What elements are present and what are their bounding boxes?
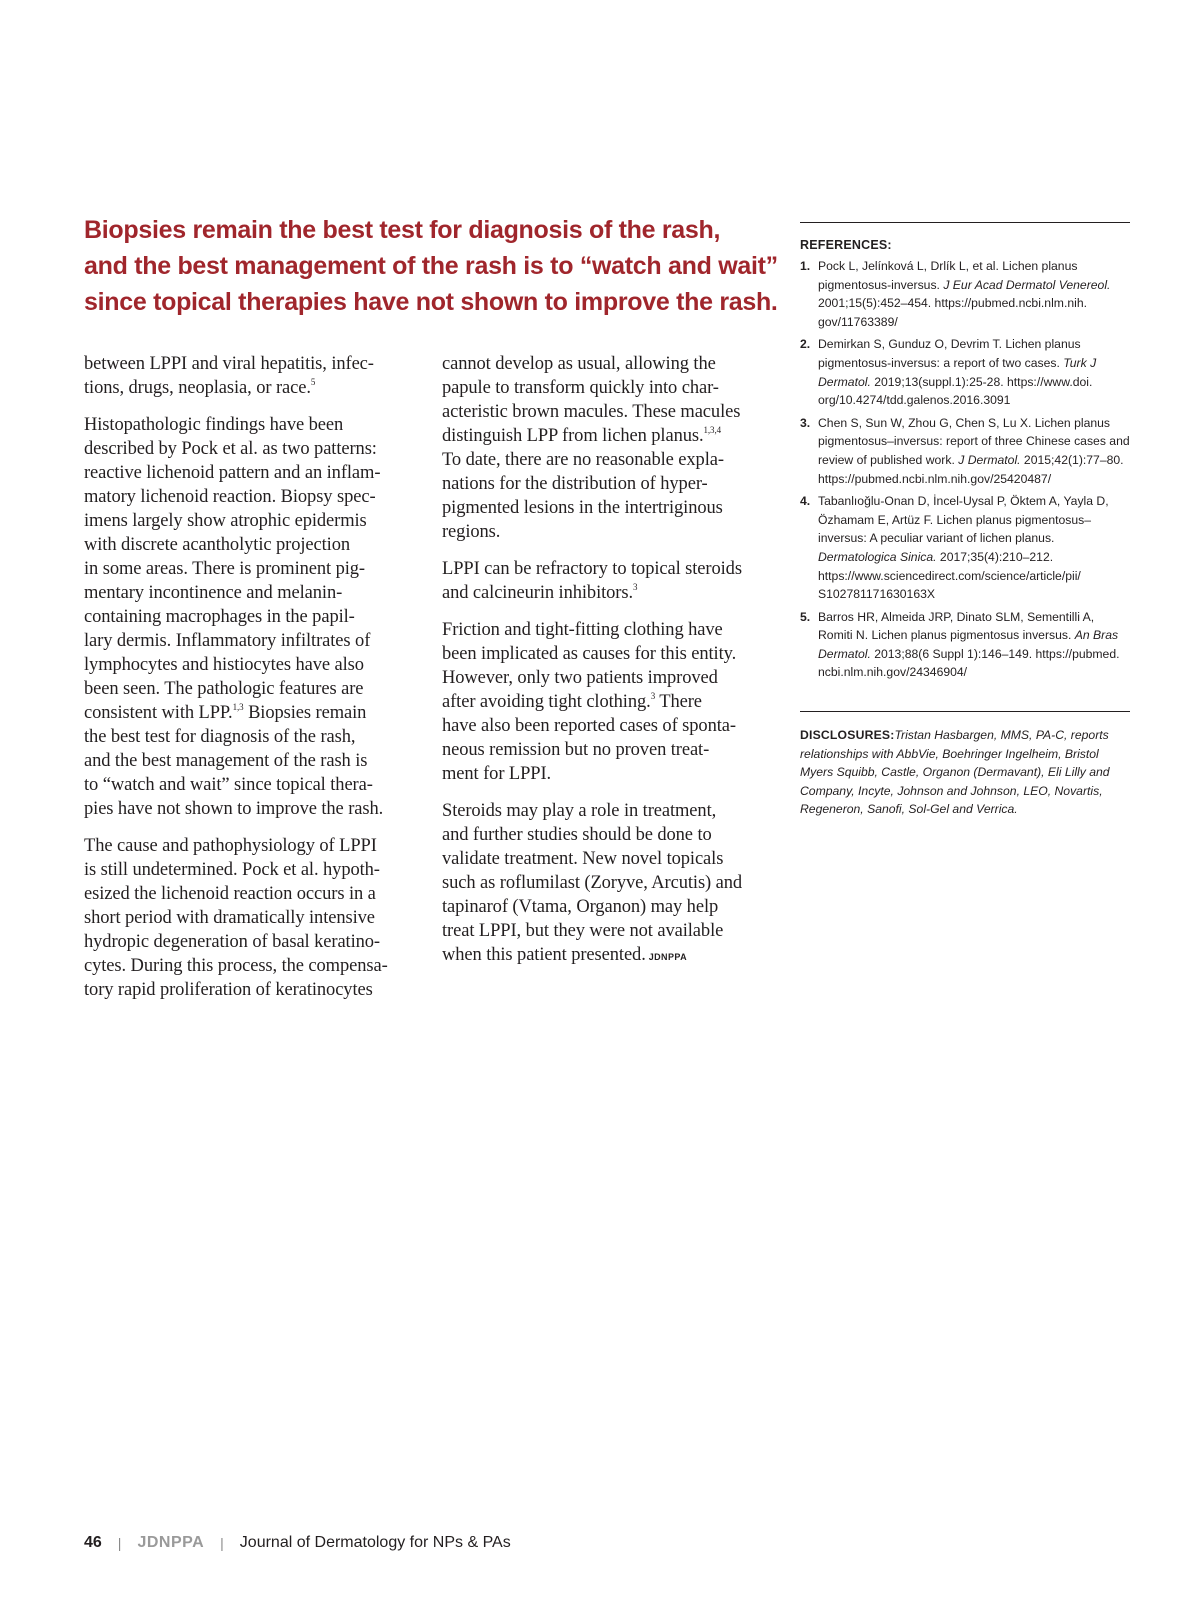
text-line: Regeneron, Sanofi, Sol-Gel and Verrica. (800, 802, 1018, 817)
text-line: Barros HR, Almeida JRP, Dinato SLM, Sementilli A, (818, 609, 1095, 624)
text-line: and the best management of the rash is (84, 751, 368, 771)
references-divider (800, 222, 1130, 223)
reference-link[interactable]: ncbi.nlm.nih.gov/24346904/ (818, 665, 968, 680)
text-line (84, 376, 416, 400)
text-line: lymphocytes and histiocytes have also (84, 655, 364, 675)
pull-quote-line: since topical therapies have not shown to improve the rash. (84, 288, 778, 316)
text-line: The cause and pathophysiology of LPPI (84, 836, 377, 856)
footer-separator: | (220, 1535, 224, 1551)
text-line: in some areas. There is prominent pig- (84, 559, 365, 579)
reference-item (800, 414, 1132, 488)
citation-superscript: 3 (632, 582, 638, 592)
body-paragraph (442, 618, 774, 786)
citation-superscript: 1,3 (232, 702, 244, 712)
text-run: 2019;13(suppl.1):25-28. https://www.doi. (870, 374, 1093, 389)
text-line: However, only two patients improved (442, 668, 718, 688)
text-line: between LPPI and viral hepatitis, infec- (84, 354, 374, 374)
citation-superscript: 1,3,4 (703, 425, 722, 435)
footer-separator: | (117, 1535, 122, 1551)
journal-abbreviation: JDNPPA (137, 1534, 205, 1551)
page-footer (84, 1534, 511, 1552)
text-run: Biopsies remain (243, 703, 367, 723)
journal-signoff: JDNPPA (648, 952, 687, 962)
reference-link[interactable]: https://pubmed.ncbi.nlm.nih.gov/25420487/ (818, 471, 1052, 486)
disclosures-divider (800, 711, 1130, 712)
disclosures-section (800, 726, 1132, 819)
text-run: 2015;42(1):77–80. (1020, 452, 1124, 467)
text-line: cytes. During this process, the compensa- (84, 956, 388, 976)
reference-number: 1. (800, 259, 811, 273)
text-line: short period with dramatically intensive (84, 908, 375, 928)
text-line: regions. (442, 522, 501, 542)
text-run: Romiti N. Lichen planus pigmentosus inversus. (818, 628, 1075, 643)
text-run: pigmentosus-inversus: a report of two cases. (818, 355, 1064, 370)
journal-name: Turk J (1063, 355, 1097, 370)
reference-number: 5. (800, 609, 811, 624)
text-line (442, 943, 774, 969)
reference-link[interactable]: org/10.4274/tdd.galenos.2016.3091 (818, 393, 1011, 408)
text-line (442, 581, 774, 605)
text-line: Pock L, Jelínková L, Drlík L, et al. Lichen planus (818, 259, 1078, 273)
text-line: the best test for diagnosis of the rash, (84, 727, 356, 747)
text-line: imens largely show atrophic epidermis (84, 511, 367, 531)
text-line: Özhamam E, Artüz F. Lichen planus pigmentosus– (818, 512, 1092, 527)
text-line: LPPI can be refractory to topical steroids (442, 559, 742, 579)
reference-item (800, 492, 1132, 604)
text-line: nations for the distribution of hyper- (442, 474, 708, 494)
reference-number: 4. (800, 494, 811, 509)
text-line: matory lichenoid reaction. Biopsy spec- (84, 487, 376, 507)
text-line: cannot develop as usual, allowing the (442, 354, 716, 374)
text-line: pies have not shown to improve the rash. (84, 799, 384, 819)
text-line: pigmentosus–inversus: report of three Chinese cases and (818, 434, 1130, 449)
text-line (442, 424, 774, 448)
text-line: mentary incontinence and melanin- (84, 583, 343, 603)
text-run: distinguish LPP from lichen planus. (442, 426, 704, 446)
journal-name: Dermatologica Sinica. (818, 549, 937, 564)
text-line: tapinarof (Vtama, Organon) may help (442, 897, 719, 917)
text-line: have also been reported cases of sponta- (442, 716, 736, 736)
journal-name: J Eur Acad Dermatol Venereol. (943, 277, 1111, 292)
reference-link[interactable]: https://www.sciencedirect.com/science/article/pii/ (818, 568, 1081, 583)
pull-quote (84, 212, 778, 320)
body-column-middle (442, 352, 774, 982)
pull-quote-line: Biopsies remain the best test for diagnosis of the rash, (84, 216, 721, 244)
text-line: Tabanlıoğlu-Onan D, İncel-Uysal P, Öktem A, Yayla D, (818, 494, 1109, 509)
text-run: consistent with LPP. (84, 703, 233, 723)
text-line (818, 626, 1132, 645)
reference-item (800, 608, 1132, 682)
text-run: after avoiding tight clothing. (442, 692, 651, 712)
reference-link[interactable]: gov/11763389/ (818, 314, 898, 329)
reference-item (800, 335, 1132, 409)
text-line: containing macrophages in the papil- (84, 607, 355, 627)
body-paragraph (84, 413, 416, 821)
text-line: esized the lichenoid reaction occurs in a (84, 884, 376, 904)
text-line: been seen. The pathologic features are (84, 679, 364, 699)
references-section (800, 238, 1132, 686)
body-paragraph (84, 834, 416, 1002)
body-paragraph (442, 557, 774, 605)
citation-superscript: 3 (650, 691, 656, 701)
text-line: relationships with AbbVie, Boehringer Ingelheim, Bristol (800, 746, 1099, 761)
text-line: hydropic degeneration of basal keratino- (84, 932, 380, 952)
reference-link[interactable] (818, 645, 1132, 664)
text-run: and calcineurin inhibitors. (442, 583, 633, 603)
text-run: 2013;88(6 Suppl 1):146–149. https://pubmed. (870, 646, 1120, 661)
text-line: tory rapid proliferation of keratinocytes (84, 980, 373, 1000)
body-paragraph (442, 352, 774, 544)
text-line: treat LPPI, but they were not available (442, 921, 724, 941)
text-line: with discrete acantholytic projection (84, 535, 350, 555)
text-line: Myers Squibb, Castle, Organon (Dermavant), Eli Lilly and (800, 765, 1110, 780)
text-line: To date, there are no reasonable expla- (442, 450, 724, 470)
text-line: and further studies should be done to (442, 825, 712, 845)
text-line: neous remission but no proven treat- (442, 740, 710, 760)
references-heading: REFERENCES: (800, 238, 892, 252)
text-run: when this patient presented. (442, 945, 646, 965)
text-line: Chen S, Sun W, Zhou G, Chen S, Lu X. Lichen planus (818, 415, 1110, 430)
text-line: acteristic brown macules. These macules (442, 402, 741, 422)
text-line: pigmented lesions in the intertriginous (442, 498, 723, 518)
text-line: to “watch and wait” since topical thera- (84, 775, 373, 795)
text-line: reactive lichenoid pattern and an inflam- (84, 463, 381, 483)
reference-link[interactable] (818, 373, 1132, 392)
text-run: tions, drugs, neoplasia, or race. (84, 378, 311, 398)
journal-name: Dermatol. (818, 646, 871, 661)
text-run: There (655, 692, 702, 712)
text-line: been implicated as causes for this entity. (442, 644, 737, 664)
text-line: Demirkan S, Gunduz O, Devrim T. Lichen planus (818, 337, 1081, 352)
text-line (818, 354, 1132, 373)
text-line: Company, Incyte, Johnson and Johnson, LEO, Novartis, (800, 783, 1103, 798)
text-line: is still undetermined. Pock et al. hypoth- (84, 860, 380, 880)
journal-name: Dermatol. (818, 374, 871, 389)
text-line (818, 276, 1132, 295)
page-number: 46 (84, 1534, 102, 1551)
text-line: Friction and tight-fitting clothing have (442, 620, 723, 640)
text-line: ment for LPPI. (442, 764, 552, 784)
text-line (818, 548, 1132, 567)
reference-number: 2. (800, 337, 811, 352)
text-line (818, 451, 1132, 470)
text-line: such as roflumilast (Zoryve, Arcutis) and (442, 873, 743, 893)
journal-name: J Dermatol. (958, 452, 1021, 467)
body-paragraph (84, 352, 416, 400)
pull-quote-line: and the best management of the rash is to “watch and wait” (84, 252, 778, 280)
text-line: Steroids may play a role in treatment, (442, 801, 717, 821)
text-run: 2017;35(4):210–212. (936, 549, 1054, 564)
disclosures-label: DISCLOSURES: (800, 728, 895, 742)
text-line: described by Pock et al. as two patterns: (84, 439, 377, 459)
journal-title: Journal of Dermatology for NPs & PAs (239, 1534, 511, 1551)
reference-number: 3. (800, 415, 811, 430)
text-run: pigmentosus-inversus. (818, 277, 944, 292)
text-run: Tristan Hasbargen, MMS, PA-C, reports (894, 728, 1109, 742)
text-line (84, 701, 416, 725)
body-column-left (84, 352, 416, 1015)
text-line (442, 690, 774, 714)
reference-link[interactable]: 2001;15(5):452–454. https://pubmed.ncbi.nlm.nih. (818, 296, 1087, 311)
text-line: papule to transform quickly into char- (442, 378, 719, 398)
text-line (800, 726, 1132, 745)
reference-item (800, 257, 1132, 331)
text-line: Histopathologic findings have been (84, 415, 344, 435)
reference-link[interactable]: S102781171630163X (818, 587, 936, 602)
text-line: lary dermis. Inflammatory infiltrates of (84, 631, 371, 651)
journal-name: An Bras (1074, 628, 1119, 643)
text-line: validate treatment. New novel topicals (442, 849, 724, 869)
text-run: review of published work. (818, 452, 959, 467)
text-line: inversus: A peculiar variant of lichen planus. (818, 531, 1055, 546)
citation-superscript: 5 (310, 377, 316, 387)
body-paragraph (442, 799, 774, 969)
